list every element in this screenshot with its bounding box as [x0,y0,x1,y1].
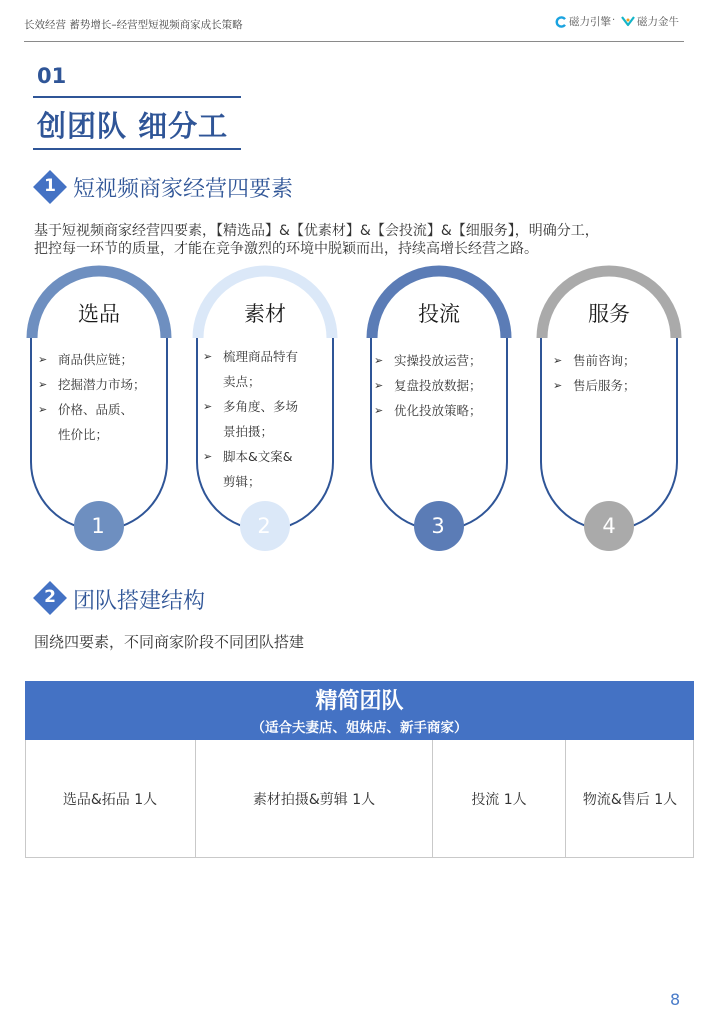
team-table-subtitle: （适合夫妻店、姐妹店、新手商家） [251,720,468,736]
element-list-text: 实操投放运营； [394,353,482,368]
element-list-item [38,422,166,447]
element-list-item [203,344,328,369]
document-title: 长效经营 蓄势增长–经营型短视频商家成长策略 [24,19,243,31]
arrow-bullet-icon [38,422,58,447]
element-list-text: 挖掘潜力市场； [58,377,146,392]
section-number: 01 [37,64,67,88]
element-list-item [38,372,166,397]
arrow-bullet-icon: ➢ [553,354,563,367]
arrow-bullet-icon: ➢ [38,378,48,391]
element-list-text: 梳理商品特有 [223,349,299,364]
element-list-text: 售前咨询； [573,353,636,368]
arrow-bullet-icon [203,419,223,444]
section-title: 创团队 细分工 [37,109,229,143]
arrow-bullet-icon [203,369,223,394]
element-number-4: 4 [602,514,616,538]
element-list-text: 性价比； [58,427,109,442]
element-list-item [203,419,328,444]
element-list-text: 卖点； [223,374,261,389]
arrow-bullet-icon: ➢ [38,403,48,416]
element-title-traffic: 投流 [418,302,460,326]
page-number: 8 [670,990,681,1009]
part2-badge-number: 2 [44,587,56,607]
arrow-bullet-icon: ➢ [374,354,384,367]
table-cell-material: 素材拍摄&剪辑 1人 [252,792,376,808]
part1-paragraph-line1: 基于短视频商家经营四要素，【精选品】&【优素材】&【会投流】&【细服务】，明确分工， [34,223,599,239]
element-list-text: 脚本&文案& [223,449,293,464]
table-cell-traffic: 投流 1人 [471,792,527,808]
element-list-text: 价格、品质、 [58,402,134,417]
element-list-item [38,397,166,422]
element-list-text: 剪辑； [223,474,261,489]
element-number-1: 1 [91,514,105,538]
element-list-item [374,398,504,423]
element-list-item [203,444,328,469]
element-number-3: 3 [431,514,445,538]
element-list-text: 售后服务； [573,378,636,393]
element-list-material [203,344,328,494]
element-list-item [374,348,504,373]
element-list-item [203,469,328,494]
logo2-text: 磁力金牛 [637,16,679,28]
logo1-text: 磁力引擎 [569,16,611,28]
part2-title: 团队搭建结构 [73,589,206,614]
element-list-item [553,348,675,373]
arrow-bullet-icon: ➢ [38,353,48,366]
part1-paragraph-line2: 把控每一环节的质量，才能在竞争激烈的环境中脱颖而出，持续高增长经营之路。 [34,241,538,257]
arrow-bullet-icon: ➢ [553,379,563,392]
element-list-text: 多角度、多场 [223,399,299,414]
team-table-title: 精简团队 [315,689,404,714]
table-cell-selection: 选品&拓品 1人 [62,792,158,808]
element-title-selection: 选品 [78,302,120,326]
element-list-selection [38,347,166,447]
element-list-item [38,347,166,372]
arrow-bullet-icon [203,469,223,494]
element-number-2: 2 [257,514,271,538]
element-list-service [553,348,675,398]
element-title-service: 服务 [588,302,630,326]
part1-title: 短视频商家经营四要素 [73,177,294,202]
element-title-material: 素材 [244,302,286,326]
element-list-item [203,394,328,419]
element-list-text: 优化投放策略； [394,403,482,418]
arrow-bullet-icon: ➢ [203,400,213,413]
arrow-bullet-icon: ➢ [374,404,384,417]
element-list-text: 景拍摄； [223,424,274,439]
arrow-bullet-icon: ➢ [203,350,213,363]
part2-paragraph: 围绕四要素，不同商家阶段不同团队搭建 [34,633,305,651]
arrow-bullet-icon: ➢ [374,379,384,392]
element-list-traffic [374,348,504,423]
arrow-bullet-icon: ➢ [203,450,213,463]
part1-badge-number: 1 [44,176,56,196]
element-list-text: 复盘投放数据； [394,378,482,393]
element-list-item [203,369,328,394]
element-list-text: 商品供应链； [58,352,134,367]
table-cell-logistics: 物流&售后 1人 [582,792,678,808]
element-list-item [553,373,675,398]
logo-separator: · [612,15,616,26]
element-list-item [374,373,504,398]
